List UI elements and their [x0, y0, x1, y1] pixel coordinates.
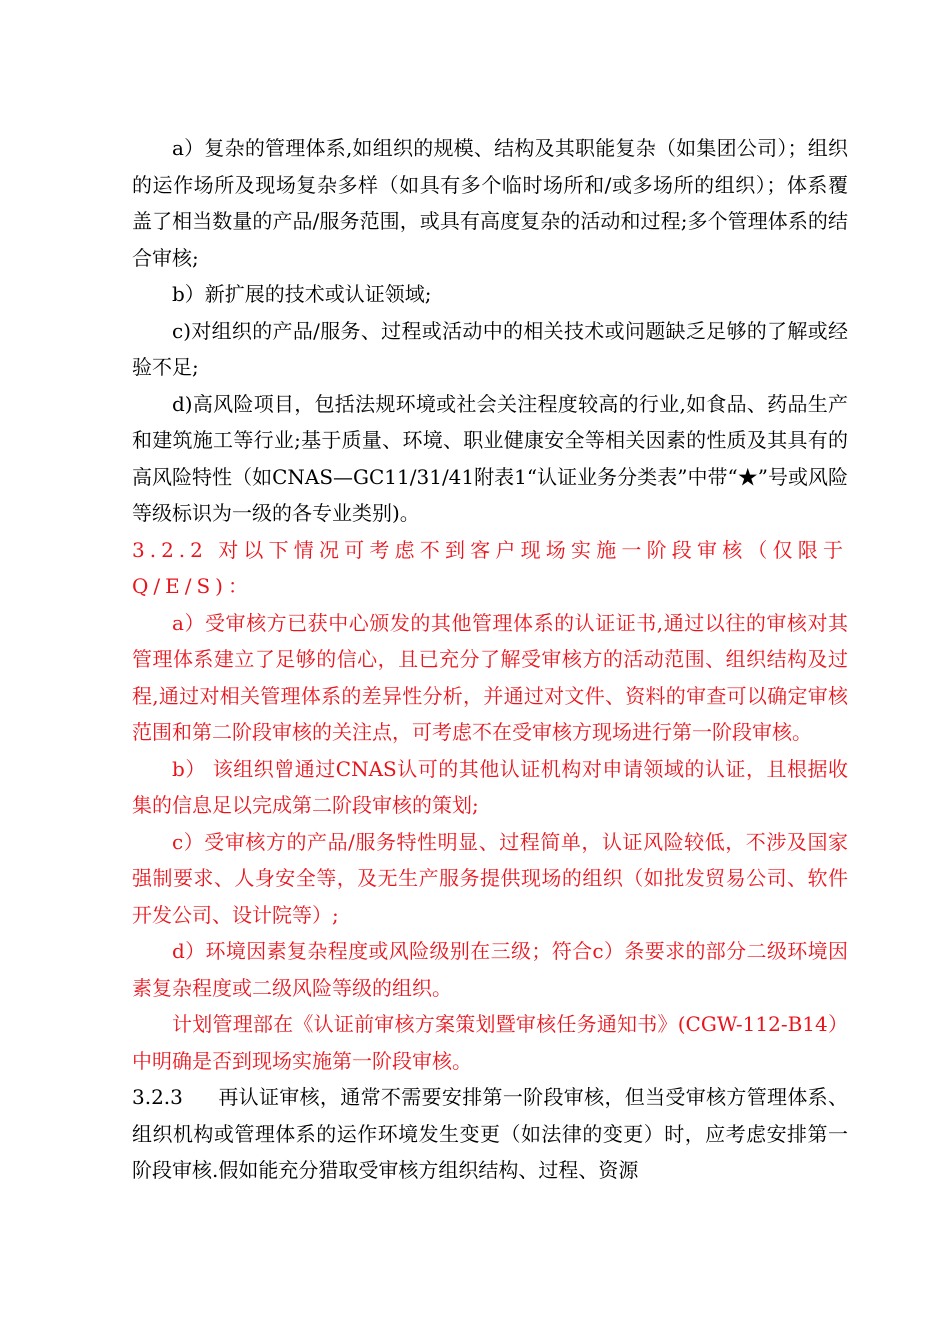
red-item-b: b） 该组织曾通过CNAS认可的其他认证机构对申请领域的认证，且根据收集的信息足以完成第二阶段审核的策划; — [132, 756, 848, 817]
section-3-2-3-paragraph — [132, 1079, 848, 1189]
paragraph-item-d: d)高风险项目，包括法规环境或社会关注程度较高的行业,如食品、药品生产和建筑施工等行业;基于质量、环境、职业健康安全等相关因素的性质及其具有的高风险特性（如CNAS—GC11/31/41附表1“认证业务分类表”中带“★”号或风险等级标识为一级的各专业类别)。 — [132, 391, 848, 525]
section-number: 3.2.2 — [132, 537, 208, 562]
paragraph-item-b: b）新扩展的技术或认证领域; — [172, 282, 432, 306]
section-heading-text: 对以下情况可考虑不到客户现场实施一阶段审核（仅限于Q/E/S)： — [132, 537, 848, 598]
paragraph-item-a: a）复杂的管理体系,如组织的规模、结构及其职能复杂（如集团公司）；组织的运作场所及现场复杂多样（如具有多个临时场所和/或多场所的组织）；体系覆盖了相当数量的产品/服务范围，或具有高度复杂的活动和过程;多个管理体系的结合审核; — [132, 136, 848, 270]
section-number: 3.2.3 — [132, 1085, 183, 1109]
red-item-d: d）环境因素复杂程度或风险级别在三级；符合c）条要求的部分二级环境因素复杂程度或二级风险等级的组织。 — [132, 939, 848, 1000]
paragraph-item-c: c)对组织的产品/服务、过程或活动中的相关技术或问题缺乏足够的了解或经验不足; — [132, 318, 848, 379]
document-page — [132, 130, 848, 1189]
red-item-c: c）受审核方的产品/服务特性明显、过程简单，认证风险较低，不涉及国家强制要求、人身安全等，及无生产服务提供现场的组织（如批发贸易公司、软件开发公司、设计院等）; — [132, 829, 848, 927]
section-3-2-2-heading — [132, 532, 848, 605]
section-body-text: 再认证审核，通常不需要安排第一阶段审核，但当受审核方管理体系、组织机构或管理体系的运作环境发生变更（如法律的变更）时，应考虑安排第一阶段审核.假如能充分猎取受审核方组织结构、过程、资源 — [132, 1085, 848, 1182]
planning-note: 计划管理部在《认证前审核方案策划暨审核任务通知书》(CGW-112-B14）中明确是否到现场实施第一阶段审核。 — [132, 1012, 848, 1073]
red-item-a: a）受审核方已获中心颁发的其他管理体系的认证证书,通过以往的审核对其管理体系建立了足够的信心，且已充分了解受审核方的活动范围、组织结构及过程,通过对相关管理体系的差异性分析，并通过对文件、资料的审查可以确定审核范围和第二阶段审核的关注点，可考虑不在受审核方现场进行第一阶段审核。 — [132, 610, 848, 744]
